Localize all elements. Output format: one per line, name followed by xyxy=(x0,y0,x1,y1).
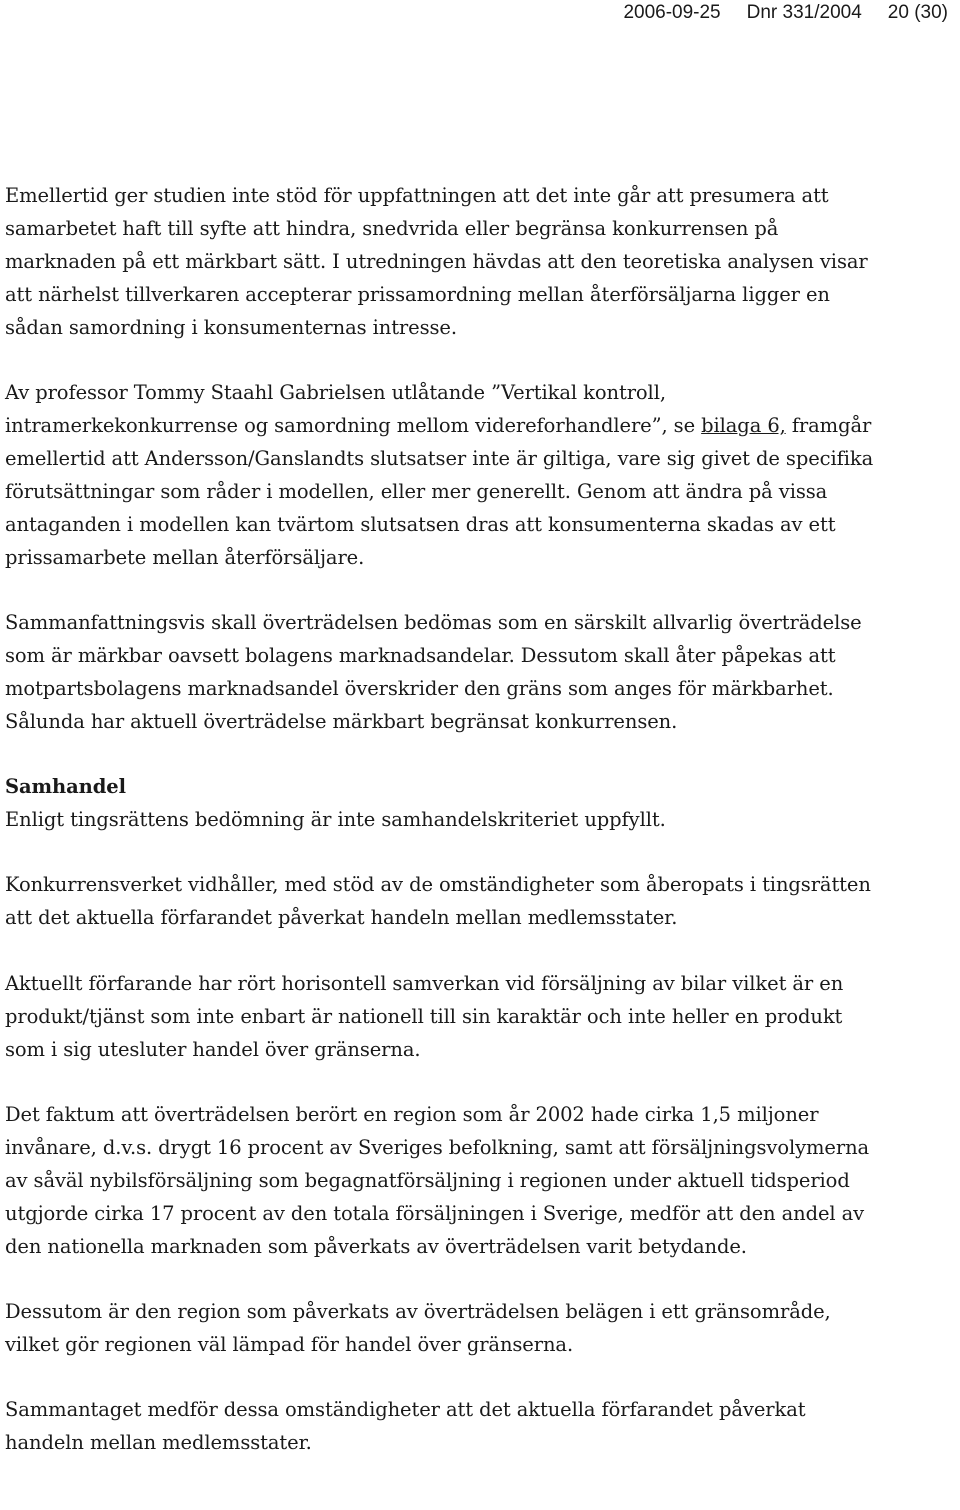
paragraph-2 xyxy=(5,377,885,574)
document-body xyxy=(5,180,885,1460)
paragraph-2-text-end: framgår emellertid att Andersson/Ganslandts slutsatser inte är giltiga, vare sig givet de specifika förutsättningar som råder i modellen, eller mer generellt. Genom att ändra på vissa antaganden i modellen kan tvärtom slutsatsen dras att konsumenterna skadas av ett prissamarbete mellan återförsäljare. xyxy=(5,413,874,569)
header-page-number: 20 (30) xyxy=(887,2,948,23)
paragraph-7: Det faktum att överträdelsen berört en region som år 2002 hade cirka 1,5 miljoner invånare, d.v.s. drygt 16 procent av Sveriges befolkning, samt att försäljningsvolymerna av såväl nybilsförsäljning som begagnatförsäljning i regionen under aktuell tidsperiod utgjorde cirka 17 procent av den totala försäljningen i Sverige, medför att den andel av den nationella marknaden som påverkats av överträdelsen varit betydande. xyxy=(5,1102,870,1258)
paragraph-4: Enligt tingsrättens bedömning är inte samhandelskriteriet uppfyllt. xyxy=(5,808,666,831)
paragraph-8: Dessutom är den region som påverkats av överträdelsen belägen i ett gränsområde, vilket gör regionen väl lämpad för handel över gränserna. xyxy=(5,1299,831,1356)
paragraph-1: Emellertid ger studien inte stöd för uppfattningen att det inte går att presumera att samarbetet haft till syfte att hindra, snedvrida eller begränsa konkurrensen på marknaden på ett märkbart sätt. I utredningen hävdas att den teoretiska analysen visar att närhelst tillverkaren accepterar prissamordning mellan återförsäljarna ligger en sådan samordning i konsumenternas intresse. xyxy=(5,184,868,339)
paragraph-3: Sammanfattningsvis skall överträdelsen bedömas som en särskilt allvarlig överträdelse som är märkbar oavsett bolagens marknadsandelar. Dessutom skall åter påpekas att motpartsbolagens marknadsandel överskrider den gräns som anges för märkbarhet. Sålunda har aktuell överträdelse märkbart begränsat konkurrensen. xyxy=(5,610,862,733)
paragraph-6: Aktuellt förfarande har rört horisontell samverkan vid försäljning av bilar vilket är en produkt/tjänst som inte enbart är nationell till sin karaktär och inte heller en produkt som i sig utesluter handel över gränserna. xyxy=(5,971,844,1061)
section-heading-samhandel: Samhandel xyxy=(5,775,126,799)
paragraph-9: Sammantaget medför dessa omständigheter att det aktuella förfarandet påverkat handeln mellan medlemsstater. xyxy=(5,1398,806,1455)
page-header xyxy=(623,2,948,24)
paragraph-2-text-start: Av professor Tommy Staahl Gabrielsen utlåtande ”Vertikal kontroll, intramerkekonkurrense og samordning mellom videreforhandlere”, se xyxy=(5,381,702,437)
header-dnr: Dnr 331/2004 xyxy=(746,2,862,23)
header-date: 2006-09-25 xyxy=(623,2,721,23)
paragraph-5: Konkurrensverket vidhåller, med stöd av de omständigheter som åberopats i tingsrätten att det aktuella förfarandet påverkat handeln mellan medlemsstater. xyxy=(5,873,871,930)
bilaga-6-link[interactable]: bilaga 6, xyxy=(701,413,786,437)
